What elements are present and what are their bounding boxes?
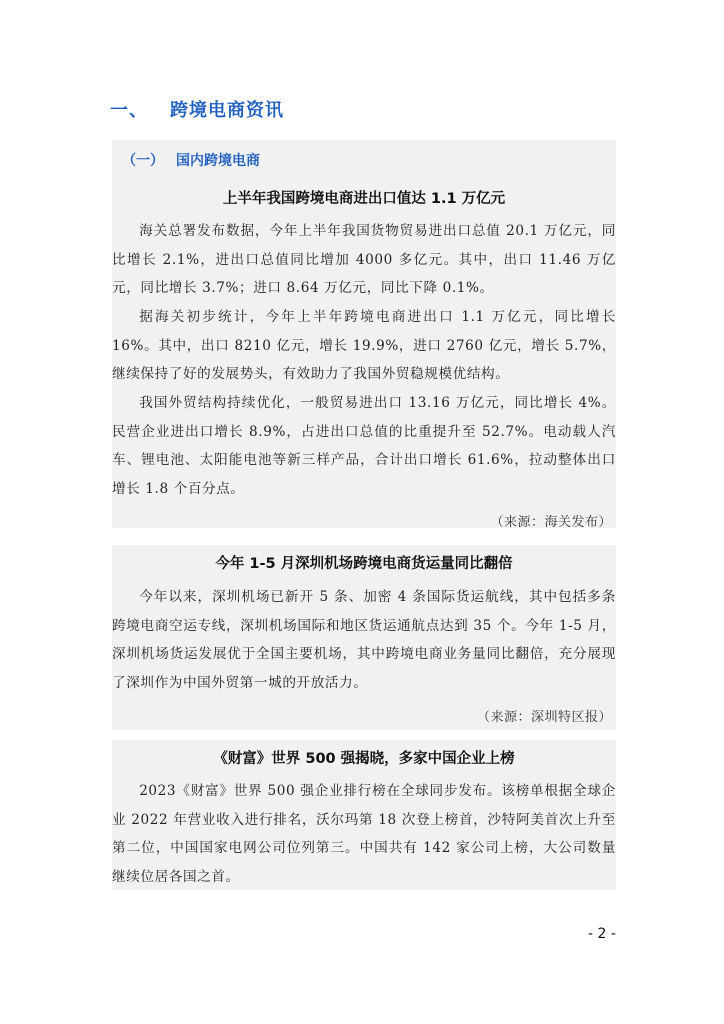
article-title: 《财富》世界 500 强揭晓，多家中国企业上榜	[213, 751, 515, 767]
article-source: （来源：海关发布）	[490, 515, 612, 530]
article-paragraph: 2023《财富》世界 500 强企业排行榜在全球同步发布。该榜单根据全球企业 2022 年营业收入进行排名，沃尔玛第 18 次登上榜首，沙特阿美首次上升至第二位，中国国家电网公司位列第三。中国共有 142 家公司上榜，大公司数量继续位居各国之首。	[112, 783, 616, 885]
page-number: - 2 -	[588, 926, 616, 942]
article-paragraph: 今年以来，深圳机场已新开 5 条、加密 4 条国际货运航线，其中包括多条跨境电商空运专线，深圳机场国际和地区货运通航点达到 35 个。今年 1-5 月，深圳机场货运发展优于全国主要机场，其中跨境电商业务量同比翻倍，充分展现了深圳作为中国外贸第一城的开放活力。	[112, 589, 616, 691]
article-title: 今年 1-5 月深圳机场跨境电商货运量同比翻倍	[215, 556, 513, 572]
subsection-heading	[122, 150, 260, 170]
section-title: 跨境电商资讯	[170, 100, 284, 121]
article-paragraph: 海关总署发布数据，今年上半年我国货物贸易进出口总值 20.1 万亿元，同比增长 2.1%，进出口总值同比增加 4000 多亿元。其中，出口 11.46 万亿元，同比增长 3.7%；进口 8.64 万亿元，同比下降 0.1%。	[112, 223, 616, 296]
article-source: （来源：深圳特区报）	[476, 710, 612, 725]
subsection-title: 国内跨境电商	[176, 153, 260, 169]
article-paragraph: 据海关初步统计，今年上半年跨境电商进出口 1.1 万亿元，同比增长 16%。其中，出口 8210 亿元，增长 19.9%，进口 2760 亿元，增长 5.7%，继续保持了好的发展势头，有效助力了我国外贸稳规模优结构。	[112, 309, 616, 382]
section-heading	[110, 96, 284, 122]
article-paragraph: 我国外贸结构持续优化，一般贸易进出口 13.16 万亿元，同比增长 4%。民营企业进出口增长 8.9%，占进出口总值的比重提升至 52.7%。电动载人汽车、锂电池、太阳能电池等新三样产品，合计出口增长 61.6%，拉动整体出口增长 1.8 个百分点。	[112, 395, 616, 497]
subsection-number: （一）	[122, 153, 164, 169]
article-title: 上半年我国跨境电商进出口值达 1.1 万亿元	[222, 191, 506, 207]
section-number: 一、	[110, 100, 148, 121]
